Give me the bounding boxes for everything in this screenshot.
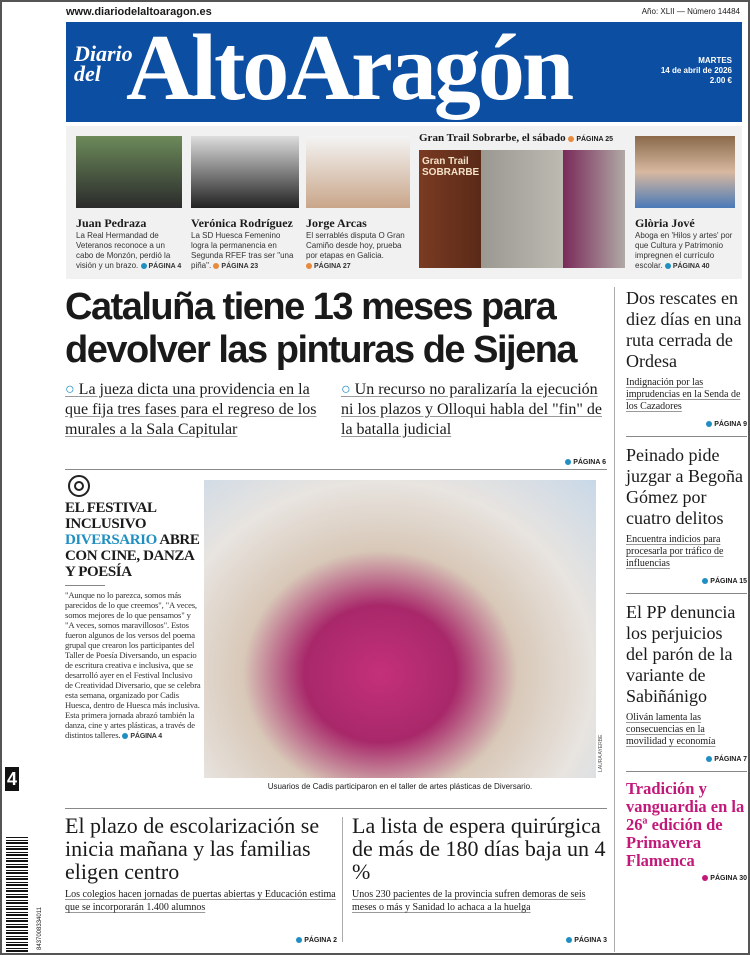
teaser-juan-pedraza[interactable]	[76, 136, 182, 272]
side-story-3	[626, 602, 747, 763]
rest: ABRE CON CINE, DANZA Y POESÍA	[65, 532, 200, 580]
circle-bullet-icon: ○	[65, 381, 75, 398]
teaser-text: El serrablés disputa O Gran Camiño desde hoy, prueba por etapas en Galicia.	[306, 231, 405, 260]
photo-credit: LAURA AYERBE	[598, 734, 604, 772]
website-url[interactable]: www.diariodelaltoaragon.es	[66, 6, 212, 18]
bullet-icon	[296, 937, 302, 943]
teaser-name: Juan Pedraza	[76, 216, 147, 230]
teaser-name: Glòria Jové	[635, 216, 695, 230]
festival-story	[65, 475, 201, 742]
brand-logo: AltoAragón	[126, 22, 572, 120]
issue-number: Año: XLII — Número 14484	[641, 7, 740, 16]
side-headline-1[interactable]: Dos rescates en diez días en una ruta cerrada de Ordesa	[626, 288, 742, 371]
divider	[626, 771, 747, 772]
bullet-icon	[665, 263, 671, 269]
weekday: MARTES	[698, 56, 732, 65]
bottom-story-2	[352, 814, 607, 944]
bullet-icon	[702, 875, 708, 881]
lead-subhead-1	[65, 380, 333, 440]
lead-subhead-2	[341, 380, 607, 440]
side-story-4	[626, 780, 747, 882]
lead-headline[interactable]: Cataluña tiene 13 meses para devolver las pinturas de Sijena	[65, 286, 577, 371]
poster-text: Gran Trail SOBRARBE	[422, 156, 480, 178]
bullet-icon	[568, 136, 574, 142]
date: 14 de abril de 2026	[660, 66, 732, 75]
teaser-text: La SD Huesca Femenino logra la permanencia en Segunda RFEF tras ser "una piña".	[191, 231, 294, 270]
page-ref[interactable]: PÁGINA 7	[714, 756, 747, 763]
divider	[65, 808, 607, 809]
festival-body: "Aunque no lo parezca, somos más parecidos de lo que creemos", "A veces, somos mejores de lo que pensamos" y "A veces, somos maravillosos". Estos fueron algunos de los versos del poema grupal que crearon los participantes del Taller de Poesía Diversando, un espacio de escritura creativa e inclusiva, que se desarrolló ayer en el Festival Inclusivo de Creatividad Diversario, que se celebra esta semana, organizado por Cadis Huesca, dentro de Huesca más inclusiva. Esta primera jornada abrazó también la danza, cine y artes plásticas, a través de distintos talleres.	[65, 590, 201, 740]
side-sub-2: Encuentra indicios para procesarla por tráfico de influencias	[626, 534, 724, 569]
portrait-photo	[306, 136, 410, 208]
price: 2.00 €	[709, 76, 732, 85]
teaser-name: Verónica Rodríguez	[191, 216, 293, 230]
page-ref[interactable]: PÁGINA 40	[672, 263, 710, 270]
portrait-photo	[635, 136, 735, 208]
gran-trail-photo	[419, 150, 625, 268]
bullet-icon	[306, 263, 312, 269]
bullet-icon	[566, 937, 572, 943]
teaser-text: La Real Hermandad de Veteranos reconoce a un cabo de Monzón, perdió la visión y un brazo.	[76, 231, 171, 270]
teaser-gloria-jove[interactable]	[635, 136, 735, 272]
page-ref[interactable]: PÁGINA 4	[130, 733, 162, 740]
divider	[65, 585, 105, 586]
highlight: DIVERSARIO	[65, 532, 157, 548]
side-story-1	[626, 288, 747, 428]
subhead-text: Un recurso no paralizaría la ejecución ni los plazos y Olloqui habla del "fin" de la batalla judicial	[341, 381, 603, 438]
festival-headline[interactable]	[65, 500, 201, 580]
page-ref[interactable]: PÁGINA 27	[314, 263, 351, 270]
portrait-photo	[191, 136, 299, 208]
bottom-story-1	[65, 814, 337, 944]
brand-diario: Diario	[74, 41, 133, 66]
page-ref[interactable]: PÁGINA 4	[148, 263, 182, 270]
bullet-icon	[706, 756, 712, 762]
bottom-headline-2[interactable]: La lista de espera quirúrgica de más de 180 días baja un 4 %	[352, 813, 606, 884]
side-sub-1: Indignación por las imprudencias en la Senda de los Cazadores	[626, 377, 741, 412]
portrait-photo	[76, 136, 182, 208]
kicker: EL FESTIVAL INCLUSIVO	[65, 500, 156, 532]
page-ref[interactable]: PÁGINA 9	[714, 421, 747, 428]
side-headline-4[interactable]: Tradición y vanguardia en la 26ª edición de Primavera Flamenca	[626, 779, 745, 870]
side-sub-3: Oliván lamenta las consecuencias en la movilidad y economía	[626, 712, 716, 747]
teaser-text: Aboga en 'Hilos y artes' por que Cultura y Patrimonio impregnen el currículo escolar.	[635, 231, 733, 270]
masthead	[66, 22, 742, 122]
bottom-headline-1[interactable]: El plazo de escolarización se inicia mañana y las familias eligen centro	[65, 813, 320, 884]
column-divider	[614, 287, 615, 952]
teaser-gran-trail[interactable]	[419, 132, 625, 268]
divider	[626, 436, 747, 437]
bullet-icon	[702, 578, 708, 584]
page-ref[interactable]: PÁGINA 2	[304, 937, 337, 944]
side-headline-3[interactable]: El PP denuncia los perjuicios del parón de la variante de Sabiñánigo	[626, 602, 736, 706]
barcode	[6, 837, 28, 952]
bullet-icon	[141, 263, 147, 269]
festival-photo	[204, 480, 596, 778]
bullet-icon	[213, 263, 219, 269]
circle-bullet-icon: ○	[341, 381, 351, 398]
eye-icon	[68, 475, 90, 497]
page-ref[interactable]: PÁGINA 23	[221, 263, 259, 270]
side-headline-2[interactable]: Peinado pide juzgar a Begoña Gómez por cuatro delitos	[626, 445, 743, 528]
teaser-jorge-arcas[interactable]	[306, 136, 410, 272]
section-number: 4	[6, 769, 17, 789]
page-ref[interactable]: PÁGINA 15	[710, 578, 747, 585]
page-ref[interactable]: PÁGINA 6	[573, 459, 606, 466]
bottom-sub-2: Unos 230 pacientes de la provincia sufren demoras de seis meses o más y Sanidad lo achaca a la huelga	[352, 889, 586, 913]
divider	[626, 593, 747, 594]
bullet-icon	[565, 459, 571, 465]
lead-story	[65, 286, 610, 466]
subhead-text: La jueza dicta una providencia en la que fija tres fases para el regreso de los murales a la Sala Capitular	[65, 381, 317, 438]
page-ref[interactable]: PÁGINA 3	[574, 937, 607, 944]
bullet-icon	[122, 733, 128, 739]
bottom-sub-1: Los colegios hacen jornadas de puertas abiertas y Educación estima que se incorporarán 1.400 alumnos	[65, 889, 336, 913]
side-story-2	[626, 445, 747, 585]
divider	[65, 469, 607, 470]
teaser-name: Gran Trail Sobrarbe, el sábado	[419, 132, 566, 144]
side-column	[626, 288, 747, 882]
column-divider	[342, 817, 343, 942]
page-ref[interactable]: PÁGINA 30	[710, 875, 747, 882]
teaser-veronica-rodriguez[interactable]	[191, 136, 299, 272]
page-ref[interactable]: PÁGINA 25	[576, 136, 614, 143]
brand-del: del	[74, 61, 101, 86]
teaser-name: Jorge Arcas	[306, 216, 367, 230]
photo-caption: Usuarios de Cadis participaron en el taller de artes plásticas de Diversario.	[267, 782, 533, 791]
barcode-digits: 8437008334011	[37, 907, 43, 950]
bullet-icon	[706, 421, 712, 427]
